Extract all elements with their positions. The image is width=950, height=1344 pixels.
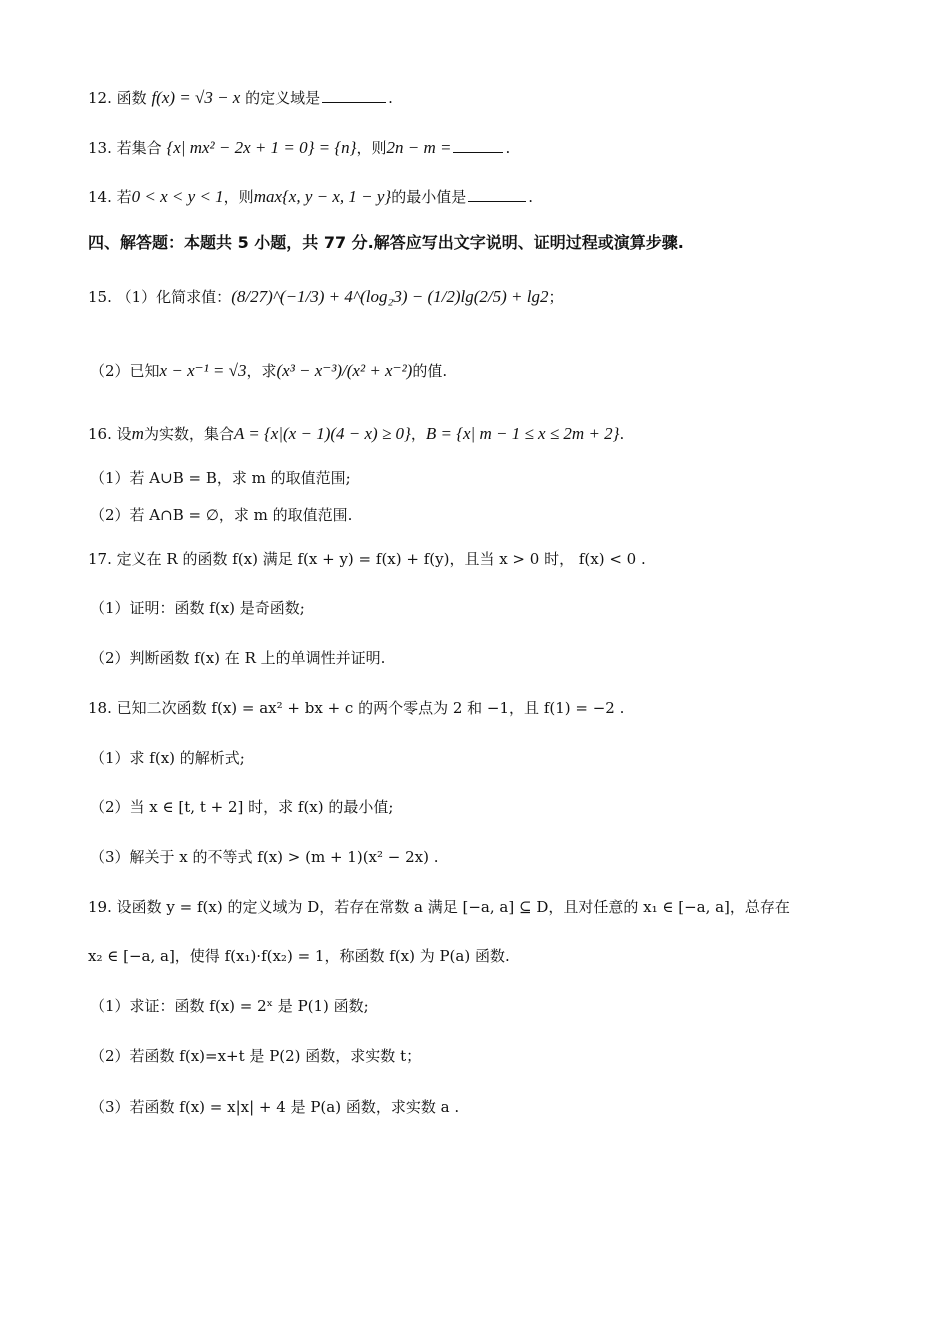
question-16: 16. 设m为实数，集合A = {x|(x − 1)(4 − x) ≥ 0}，B = {x| m − 1 ≤ x ≤ 2m + 2}.	[88, 424, 625, 443]
question-17-part-1: （1）证明：函数 f(x) 是奇函数;	[90, 599, 305, 617]
question-16-part-2: （2）若 A∩B = ∅，求 m 的取值范围.	[90, 506, 353, 524]
question-16-part-1: （1）若 A∪B = B，求 m 的取值范围;	[90, 469, 351, 487]
question-number: 12.	[88, 89, 112, 107]
q12-expression: f(x) = √3 − x	[151, 88, 241, 107]
question-number: 15.	[88, 288, 112, 306]
question-19-part-3: （3）若函数 f(x) = x|x| + 4 是 P(a) 函数，求实数 a .	[90, 1098, 460, 1116]
question-14: 14. 若0 < x < y < 1，则max{x, y − x, 1 − y}的最小值是 .	[88, 187, 534, 206]
answer-blank	[468, 187, 526, 202]
answer-blank	[453, 138, 503, 153]
question-number: 18.	[88, 699, 112, 717]
q15-p1-expression: (8/27)^(−1/3) + 4^(log₂3) − (1/2)lg(2/5) + lg2	[231, 287, 549, 306]
question-number: 19.	[88, 898, 112, 916]
question-19-part-2: （2）若函数 f(x)=x+t 是 P(2) 函数，求实数 t；	[90, 1047, 422, 1065]
question-18-part-3: （3）解关于 x 的不等式 f(x) > (m + 1)(x² − 2x) .	[90, 848, 439, 866]
question-19-stem-continued: x₂ ∈ [−a, a]，使得 f(x₁)·f(x₂) = 1，称函数 f(x) 为 P(a) 函数.	[88, 947, 510, 965]
section-heading: 四、解答题：本题共 5 小题，共 77 分.解答应写出文字说明、证明过程或演算步骤.	[88, 233, 684, 252]
set-b: B = {x| m − 1 ≤ x ≤ 2m + 2}	[425, 424, 620, 443]
question-15-part-1: 15. （1）化简求值：(8/27)^(−1/3) + 4^(log₂3) − (1/2)lg(2/5) + lg2；	[88, 287, 564, 306]
answer-blank	[322, 88, 386, 103]
question-13: 13. 若集合 {x| mx² − 2x + 1 = 0} = {n}，则2n − m = .	[88, 138, 511, 157]
question-number: 17.	[88, 550, 112, 568]
question-17-part-2: （2）判断函数 f(x) 在 R 上的单调性并证明.	[90, 649, 386, 667]
question-18-part-2: （2）当 x ∈ [t, t + 2] 时，求 f(x) 的最小值;	[90, 798, 394, 816]
question-18: 18. 已知二次函数 f(x) = ax² + bx + c 的两个零点为 2 和 −1，且 f(1) = −2 .	[88, 699, 625, 717]
question-18-part-1: （1）求 f(x) 的解析式;	[90, 749, 245, 767]
q13-set: {x| mx² − 2x + 1 = 0} = {n}	[166, 138, 357, 157]
question-15-part-2: （2）已知x − x⁻¹ = √3，求(x³ − x⁻³)/(x² + x⁻²)的值.	[90, 361, 448, 380]
q15-p2-expression: (x³ − x⁻³)/(x² + x⁻²)	[276, 361, 413, 380]
q14-expression: max{x, y − x, 1 − y}	[253, 187, 392, 206]
question-number: 16.	[88, 425, 112, 443]
question-17: 17. 定义在 R 的函数 f(x) 满足 f(x + y) = f(x) + f(y)，且当 x > 0 时， f(x) < 0 .	[88, 550, 646, 568]
question-12: 12. 函数 f(x) = √3 − x 的定义域是 .	[88, 88, 393, 107]
set-a: A = {x|(x − 1)(4 − x) ≥ 0}	[233, 424, 411, 443]
question-number: 13.	[88, 139, 112, 157]
question-19: 19. 设函数 y = f(x) 的定义域为 D，若存在常数 a 满足 [−a, a] ⊆ D，且对任意的 x₁ ∈ [−a, a]，总存在	[88, 898, 790, 916]
question-number: 14.	[88, 188, 112, 206]
question-19-part-1: （1）求证：函数 f(x) = 2ˣ 是 P(1) 函数;	[90, 997, 369, 1015]
